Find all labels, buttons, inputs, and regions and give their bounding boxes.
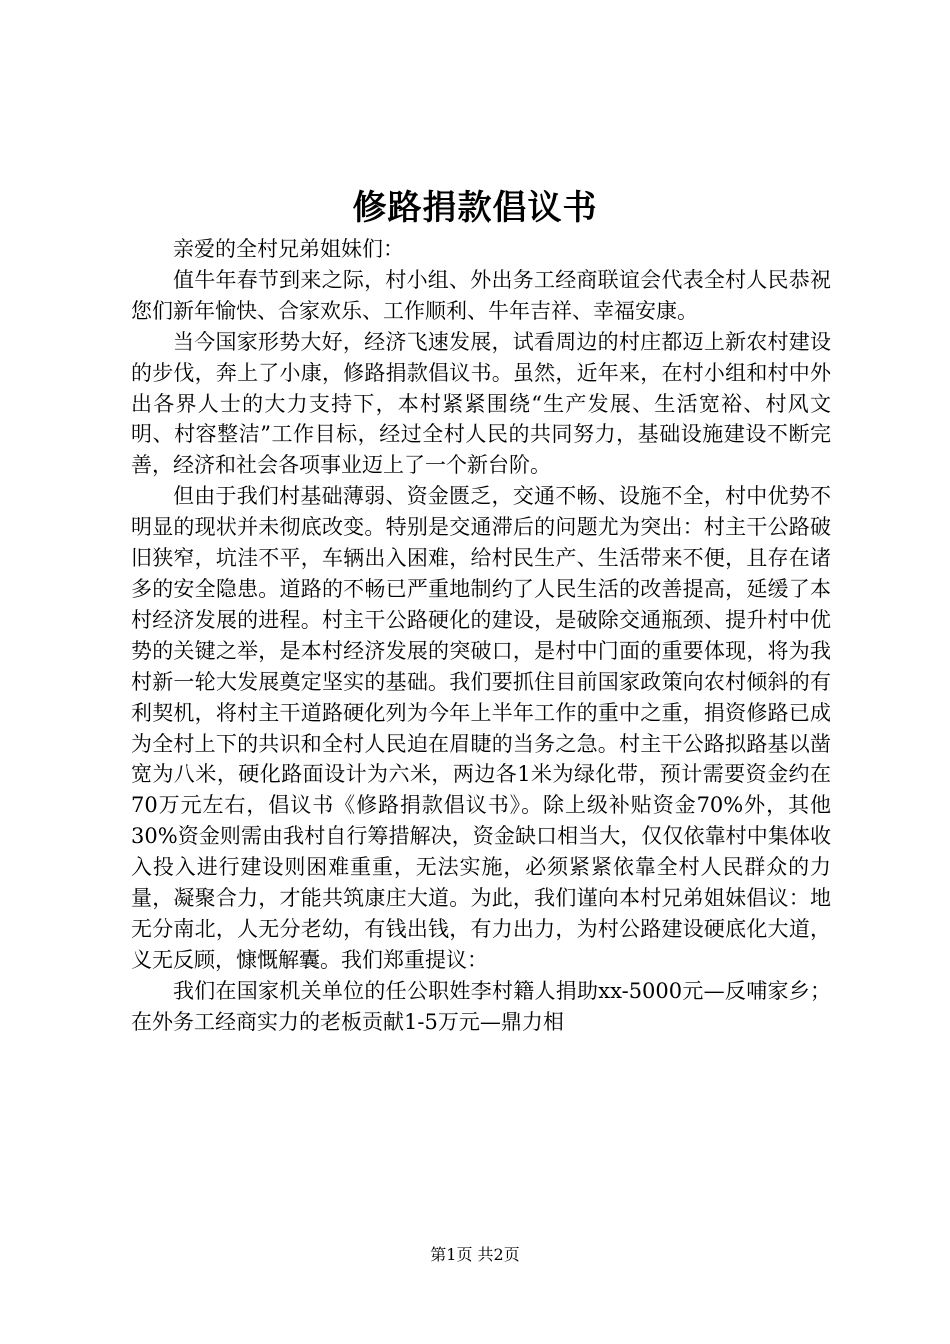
paragraph: 值牛年春节到来之际，村小组、外出务工经商联谊会代表全村人民恭祝您们新年愉快、合家欢乐、工作顺利、牛年吉祥、幸福安康。 — [131, 267, 831, 323]
page-number-footer: 第1页 共2页 — [430, 1245, 520, 1264]
paragraph: 当今国家形势大好，经济飞速发展，试看周边的村庄都迈上新农村建设的步伐，奔上了小康，修路捐款倡议书。虽然，近年来，在村小组和村中外出各界人士的大力支持下，本村紧紧围绕“生产发展、生活宽裕、村风文明、村容整洁”工作目标，经过全村人民的共同努力，基础设施建设不断完善，经济和社会各项事业迈上了一个新台阶。 — [131, 329, 831, 478]
document-title: 修路捐款倡议书 — [352, 188, 598, 228]
document-body — [131, 234, 831, 1038]
paragraph: 但由于我们村基础薄弱、资金匮乏，交通不畅、设施不全，村中优势不明显的现状并未彻底改变。特别是交通滞后的问题尤为突出：村主干公路破旧狭窄，坑洼不平，车辆出入困难，给村民生产、生活带来不便，且存在诸多的安全隐患。道路的不畅已严重地制约了人民生活的改善提高，延缓了本村经济发展的进程。村主干公路硬化的建设，是破除交通瓶颈、提升村中优势的关键之举，是本村经济发展的突破口，是村中门面的重要体现，将为我村新一轮大发展奠定坚实的基础。我们要抓住目前国家政策向农村倾斜的有利契机，将村主干道路硬化列为今年上半年工作的重中之重，捐资修路已成为全村上下的共识和全村人民迫在眉睫的当务之急。村主干公路拟路基以凿宽为八米，硬化路面设计为六米，两边各1米为绿化带，预计需要资金约在70万元左右，倡议书《修路捐款倡议书》。除上级补贴资金70%外，其他30%资金则需由我村自行筹措解决，资金缺口相当大，仅仅依靠村中集体收入投入进行建设则困难重重，无法实施，必须紧紧依靠全村人民群众的力量，凝聚合力，才能共筑康庄大道。为此，我们谨向本村兄弟姐妹倡议：地无分南北，人无分老幼，有钱出钱，有力出力，为村公路建设硬底化大道，义无反顾，慷慨解囊。我们郑重提议： — [131, 484, 831, 972]
salutation: 亲爱的全村兄弟姐妹们： — [173, 237, 404, 261]
paragraph: 我们在国家机关单位的任公职姓李村籍人捐助xx-5000元—反哺家乡；在外务工经商实力的老板贡献1-5万元—鼎力相 — [131, 978, 831, 1034]
